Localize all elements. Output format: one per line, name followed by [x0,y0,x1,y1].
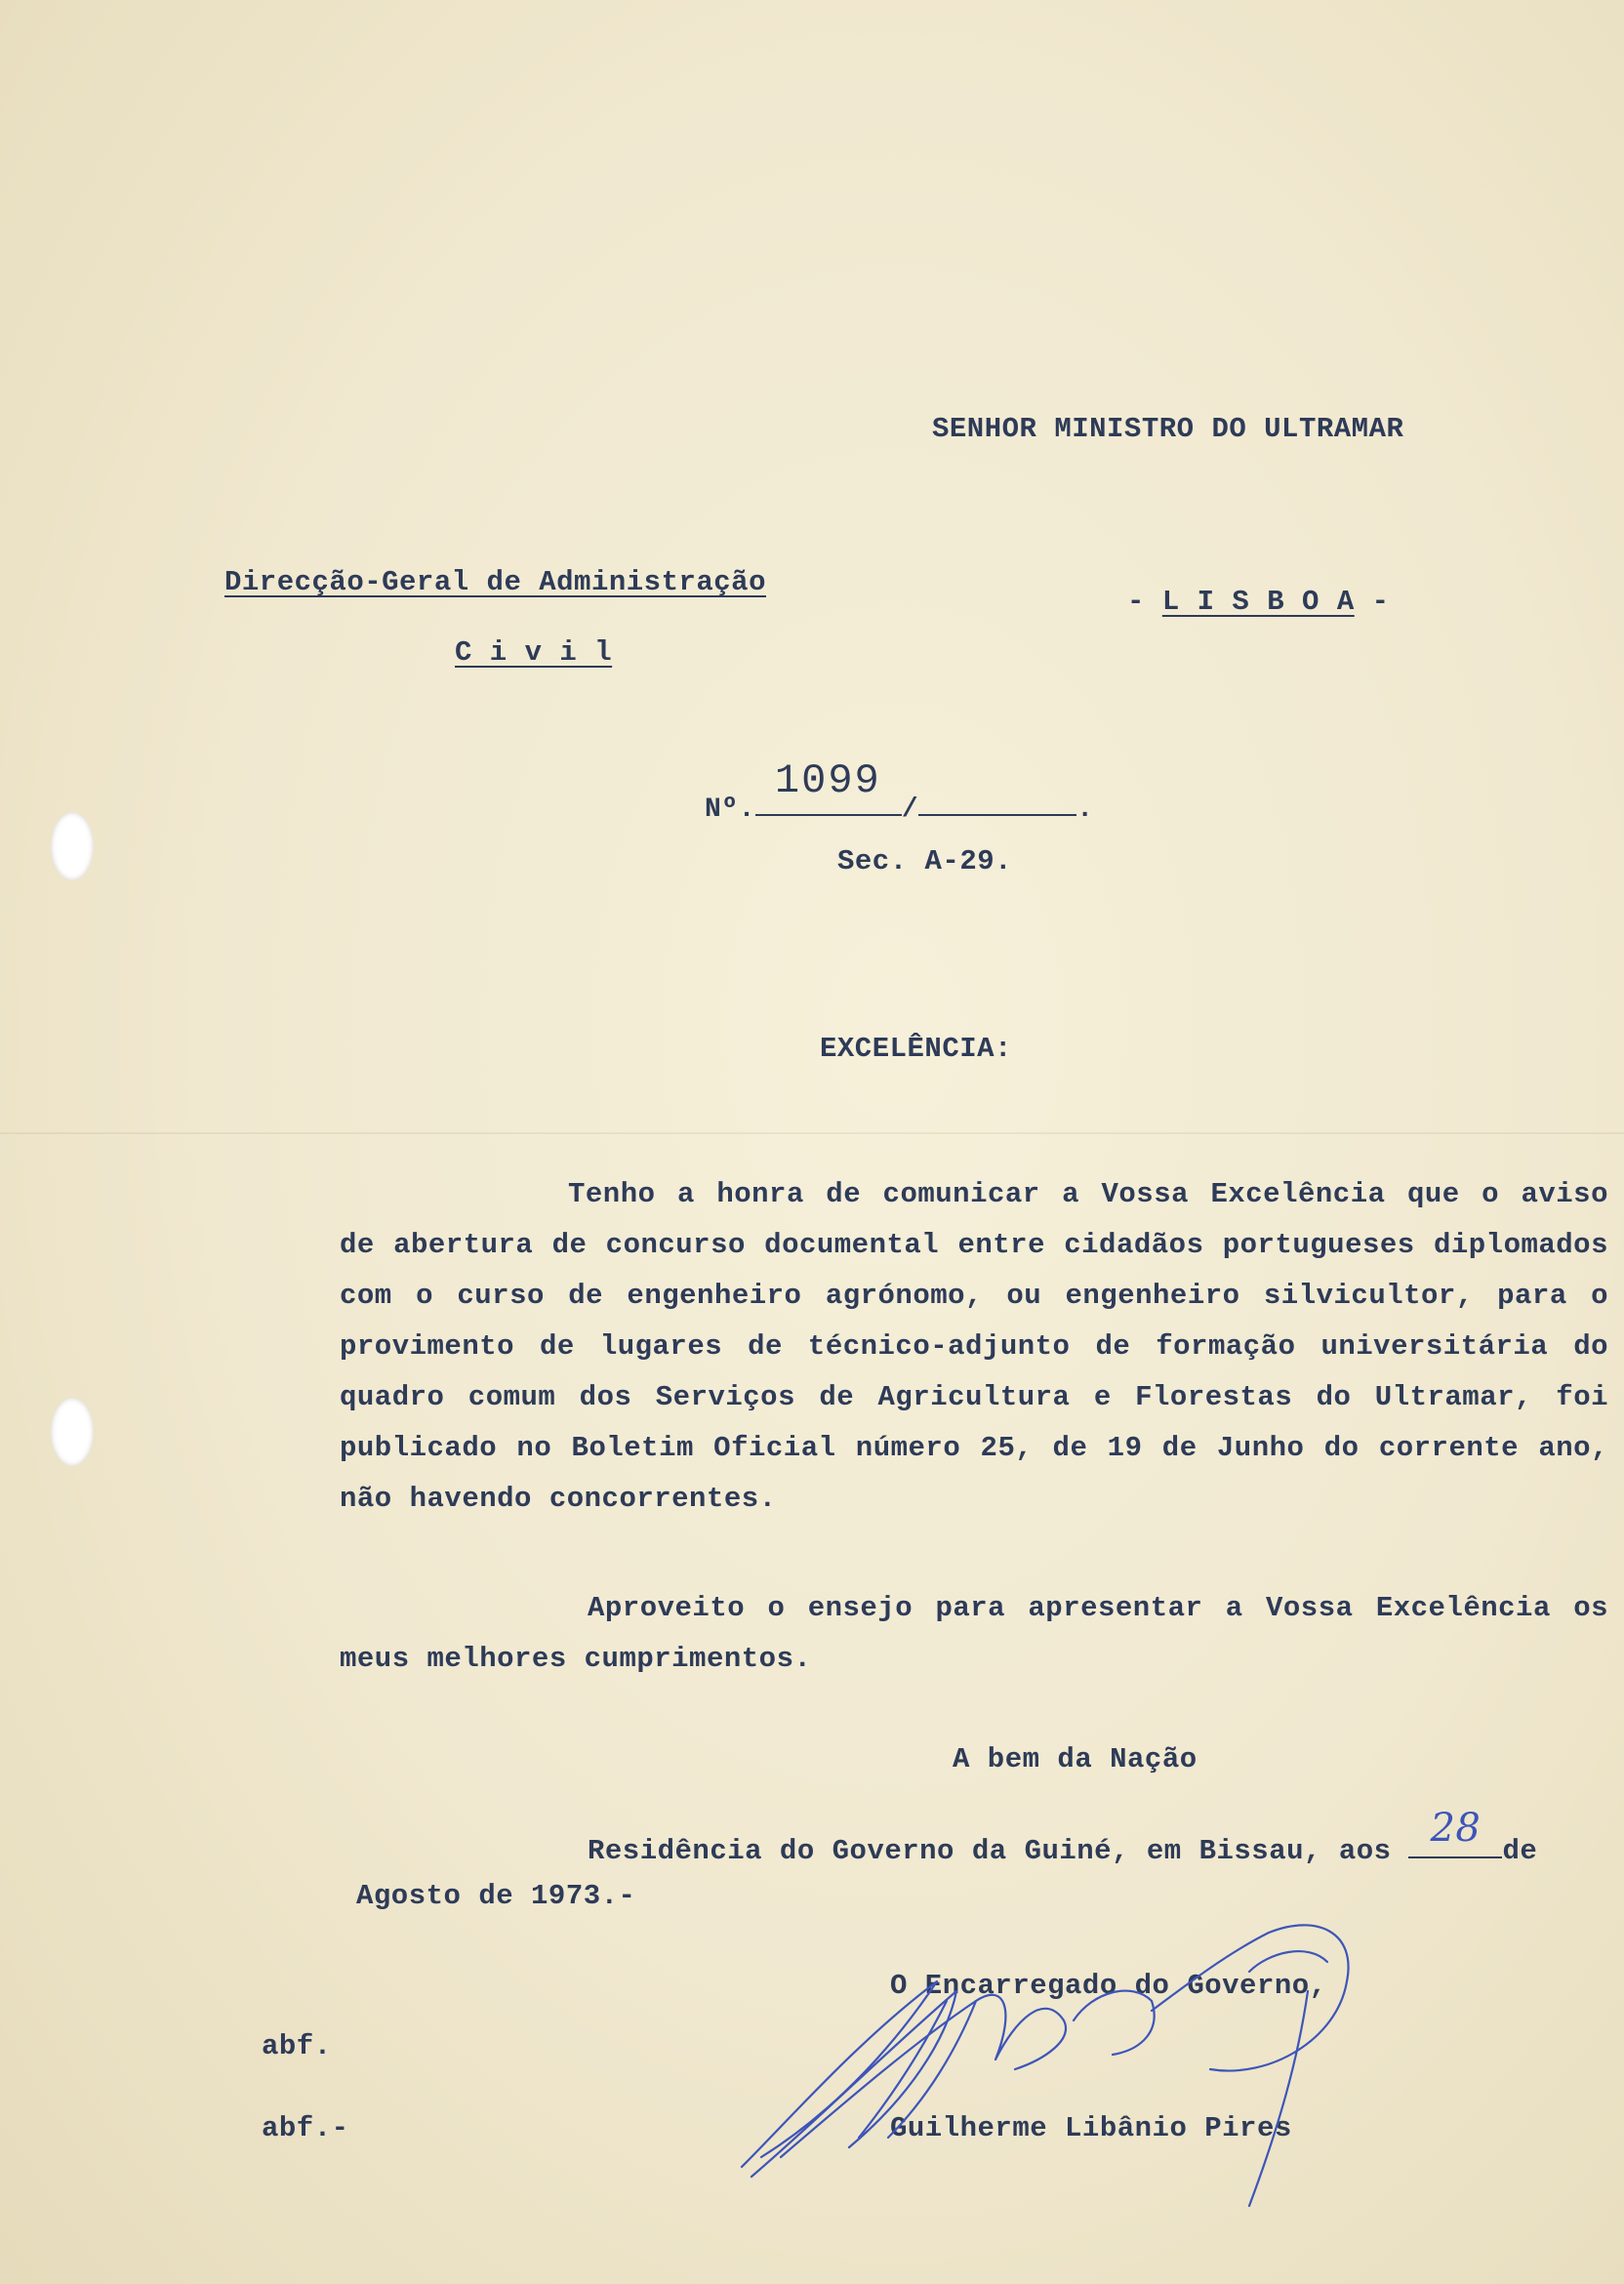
paragraph-1 [340,1169,1608,1525]
signatory-name: Guilherme Libânio Pires [890,2112,1292,2144]
paragraph-2 [340,1583,1608,1685]
reference-line: Nº. 1099 / . [705,757,1094,825]
reference-number-field [755,757,902,816]
reference-number: 1099 [774,757,881,804]
place-date-line [588,1806,1538,1867]
addressee: SENHOR MINISTRO DO ULTRAMAR [932,413,1404,445]
punch-hole-bottom [51,1398,94,1466]
city-line: - L I S B O A - [1127,586,1390,618]
initials-1: abf. [262,2030,332,2062]
place-date-de: de [1502,1835,1538,1867]
reference-second-field [918,781,1076,816]
day-handwritten: 28 [1430,1806,1482,1851]
closing: A bem da Nação [953,1743,1198,1775]
salutation: EXCELÊNCIA: [820,1033,1012,1065]
department-line-2: C i v i l [455,636,613,669]
place-date-text: Residência do Governo da Guiné, em Bissau, aos [588,1835,1392,1867]
signatory-title: O Encarregado do Governo, [890,1970,1327,2002]
initials-2: abf.- [262,2112,349,2144]
handwritten-signature [722,1874,1425,2225]
paragraph-1-text: Tenho a honra de comunicar a Vossa Excelência que o aviso de abertura de concurso documental entre cidadãos portugueses diplomados com o curso de engenheiro agrónomo, ou engenheiro silvicultor, para o provimento de lugares de técnico-adjunto de formação universitária do quadro comum dos Serviços de Agricultura e Florestas do Ultramar, foi publicado no Boletim Oficial número 25, de 19 de Junho do corrente ano, não havendo concorrentes. [340,1178,1608,1515]
reference-prefix: Nº. [705,795,755,825]
paragraph-2-text: Aproveito o ensejo para apresentar a Vossa Excelência os meus melhores cumprimentos. [340,1592,1608,1675]
department-line-1: Direcção-Geral de Administração [224,566,766,598]
punch-hole-top [51,812,94,880]
paper-fold [0,1132,1624,1134]
date-continuation: Agosto de 1973.- [356,1880,636,1912]
city: L I S B O A [1161,586,1355,618]
day-field [1408,1806,1502,1858]
section-code: Sec. A-29. [837,845,1013,877]
